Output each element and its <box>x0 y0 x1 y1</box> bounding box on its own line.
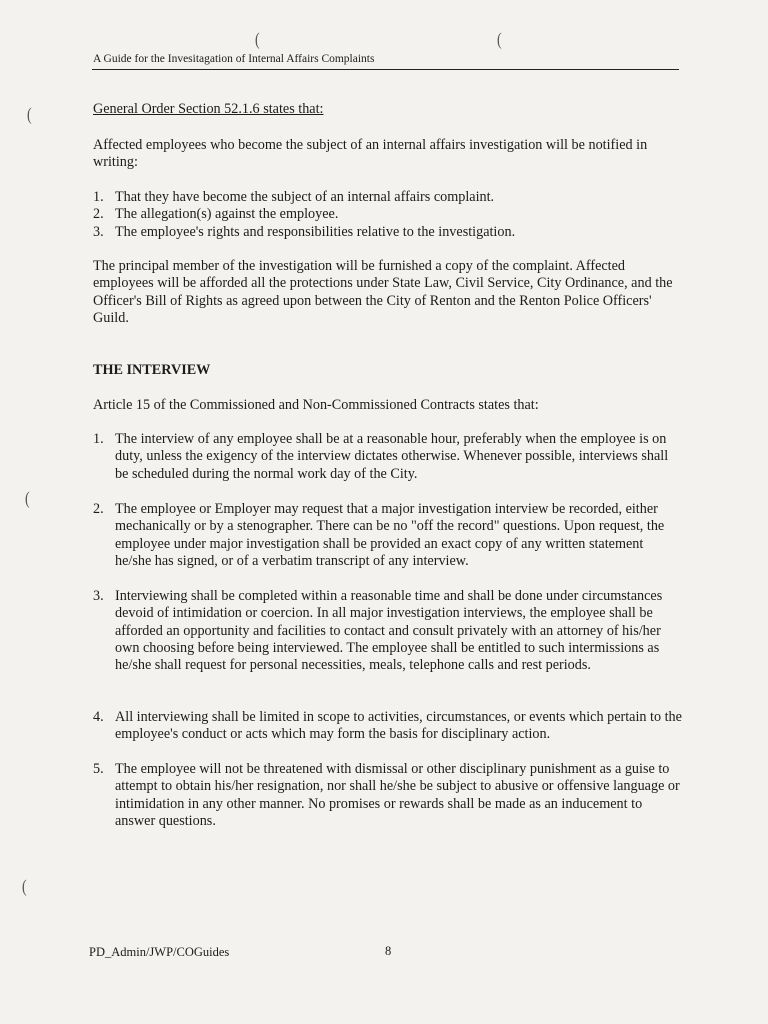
scan-mark: ( <box>27 105 32 126</box>
list-item: 1. That they have become the subject of an internal affairs complaint. <box>93 189 495 205</box>
list-item: 3. The employee's rights and responsibilities relative to the investigation. <box>93 223 516 240</box>
scan-mark: ( <box>255 30 260 51</box>
footer-path: PD_Admin/JWP/COGuides <box>89 945 230 959</box>
header-divider <box>92 69 679 70</box>
notification-list <box>93 189 683 241</box>
scan-mark: ( <box>25 489 30 510</box>
intro-paragraph: Affected employees who become the subject of an internal affairs investigation will be notified in writing: <box>93 137 648 171</box>
list-item: 2. The allegation(s) against the employee. <box>93 206 339 223</box>
list-item: 2. The employee or Employer may request that a major investigation interview be recorded, either mechanically or by a stenographer. There can be no "off the record" questions. Upon request, the employee under major investigation shall be provided an exact copy of any written statement he/she has signed, or of a verbatim transcript of any interview. <box>93 501 665 569</box>
interview-heading: THE INTERVIEW <box>93 362 211 378</box>
list-item: 3. Interviewing shall be completed within a reasonable time and shall be done under circumstances devoid of intimidation or coercion. In all major investigation interviews, the employee shall be afforded an opportunity and facilities to contact and consult privately with an attorney of his/her own choosing before being interviewed. The employee shall be entitled to such intermissions as he/she shall request for personal necessities, meals, telephone calls and rest periods. <box>93 588 663 674</box>
section-heading: General Order Section 52.1.6 states that: <box>93 101 324 117</box>
list-item: 4. All interviewing shall be limited in scope to activities, circumstances, or events which pertain to the employee's conduct or acts which may form the basis for disciplinary action. <box>93 709 682 743</box>
interview-intro: Article 15 of the Commissioned and Non-Commissioned Contracts states that: <box>93 397 539 413</box>
scan-mark: ( <box>497 30 502 51</box>
list-item: 5. The employee will not be threatened with dismissal or other disciplinary punishment as a guise to attempt to obtain his/her resignation, nor shall he/she be subject to abusive or offensive language or intimidation in any other manner. No promises or rewards shall be made as an inducement to answer questions. <box>93 761 680 829</box>
closing-paragraph: The principal member of the investigation will be furnished a copy of the complaint. Affected employees will be afforded all the protections under State Law, Civil Service, City Ordinance, and the Officer's Bill of Rights as agreed upon between the City of Renton and the Renton Police Officers' Guild. <box>93 258 673 326</box>
page-number: 8 <box>385 944 392 958</box>
page-header-title: A Guide for the Invesitagation of Internal Affairs Complaints <box>93 53 375 65</box>
list-item: 1. The interview of any employee shall be at a reasonable hour, preferably when the employee is on duty, unless the exigency of the interview dictates otherwise. Whenever possible, interviews shall be scheduled during the normal work day of the City. <box>93 431 669 482</box>
scan-mark: ( <box>22 877 27 898</box>
